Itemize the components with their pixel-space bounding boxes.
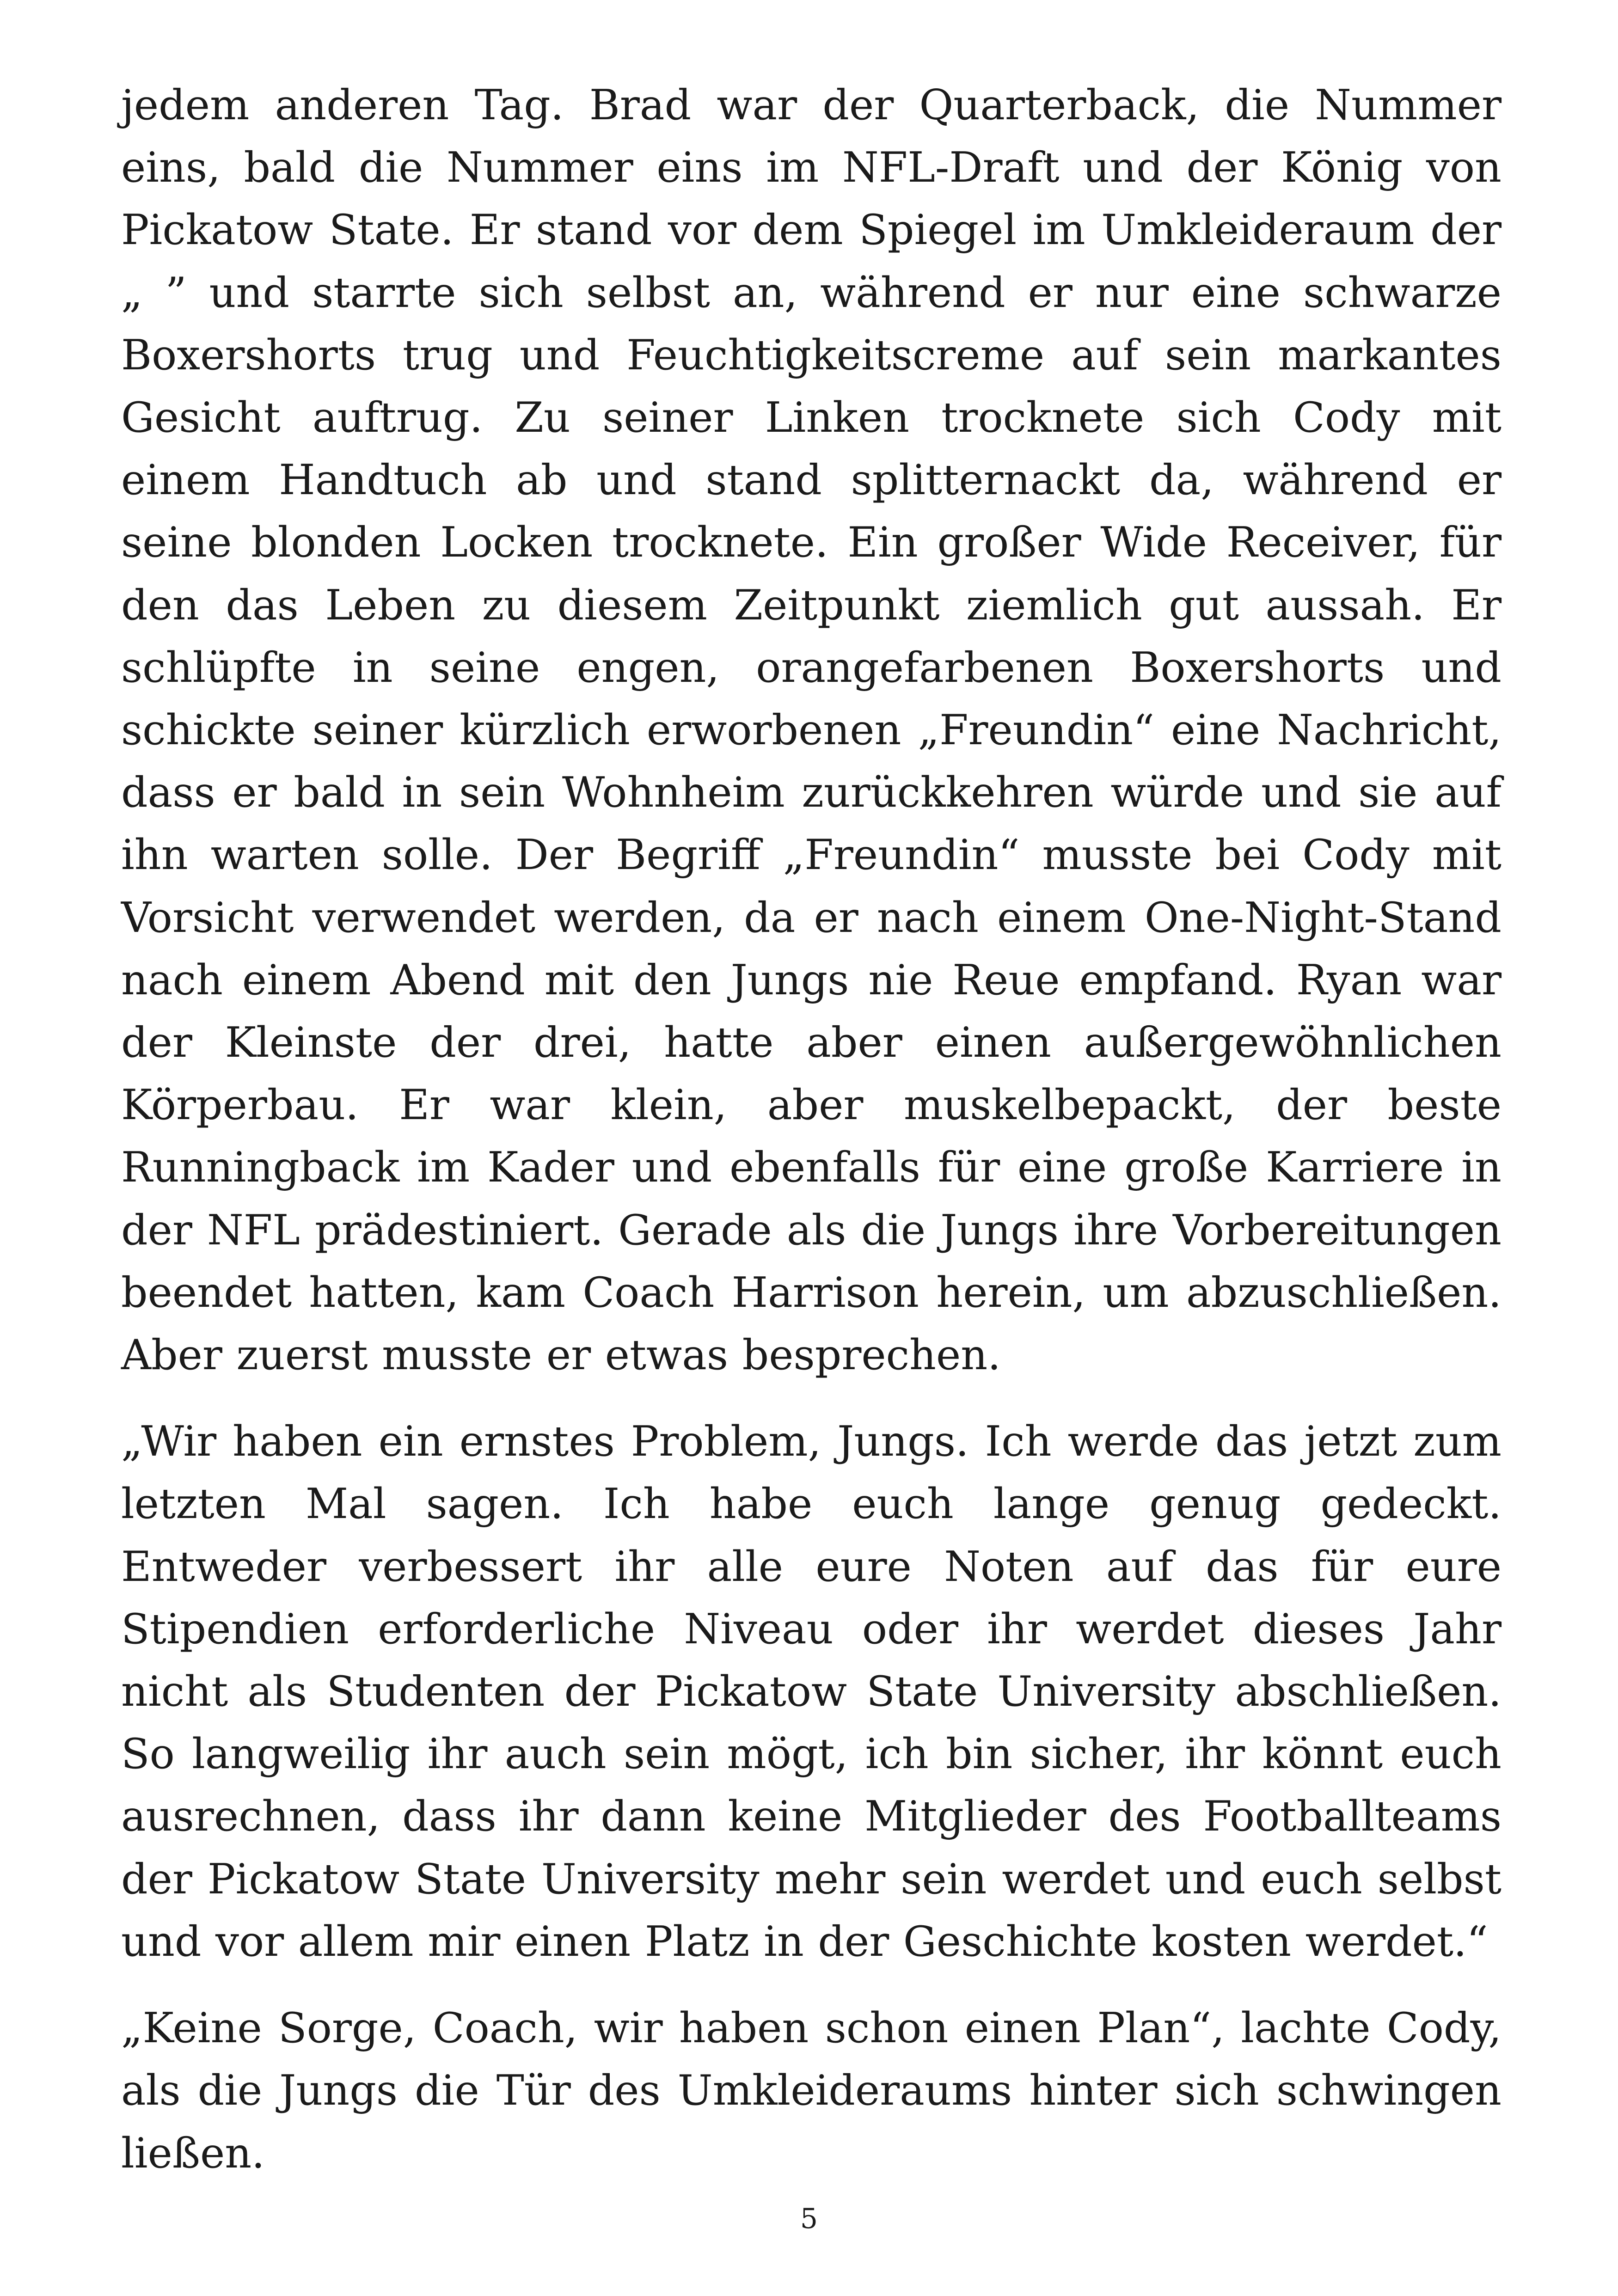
paragraph-coach-speech: „Wir haben ein ernstes Problem, Jungs. Ich werde das jetzt zum letzten Mal sagen. Ich habe euch lange genug gedeckt. Entweder verbessert ihr alle eure Noten auf das für eure Stipendien erforderliche Niveau oder ihr werdet dieses Jahr nicht als Studenten der Pickatow State University abschließen. So langweilig ihr auch sein mögt, ich bin sicher, ihr könnt euch ausrechnen, dass ihr dann keine Mitglieder des Footballteams der Pickatow State University mehr sein werdet und euch selbst und vor allem mir einen Platz in der Geschichte kosten werdet.“ bbox=[121, 1417, 1502, 1966]
page-number: 5 bbox=[800, 2203, 818, 2235]
paragraph-cody-reply: „Keine Sorge, Coach, wir haben schon einen Plan“, lachte Cody, als die Jungs die Tür des Umkleideraums hinter sich schwingen ließen. bbox=[121, 2004, 1502, 2178]
paragraph-narration: jedem anderen Tag. Brad war der Quarterback, die Nummer eins, bald die Nummer eins im NFL-Draft und der König von Pickatow State. Er stand vor dem Spiegel im Umkleideraum der „ ” und starrte sich selbst an, während er nur eine schwarze Boxershorts trug und Feuchtigkeitscreme auf sein markantes Gesicht auftrug. Zu seiner Linken trocknete sich Cody mit einem Handtuch ab und stand splitternackt da, während er seine blonden Locken trocknete. Ein großer Wide Receiver, für den das Leben zu diesem Zeitpunkt ziemlich gut aussah. Er schlüpfte in seine engen, orangefarbenen Boxershorts und schickte seiner kürzlich erworbenen „Freundin“ eine Nachricht, dass er bald in sein Wohnheim zurückkehren würde und sie auf ihn warten solle. Der Begriff „Freundin“ musste bei Cody mit Vorsicht verwendet werden, da er nach einem One-Night-Stand nach einem Abend mit den Jungs nie Reue empfand. Ryan war der Kleinste der drei, hatte aber einen außergewöhnlichen Körperbau. Er war klein, aber muskelbepackt, der beste Runningback im Kader und ebenfalls für eine große Karriere in der NFL prädestiniert. Gerade als die Jungs ihre Vorbereitungen beendet hatten, kam Coach Harrison herein, um abzuschließen. Aber zuerst musste er etwas besprechen. bbox=[121, 81, 1502, 1380]
body-text bbox=[121, 74, 1502, 2185]
